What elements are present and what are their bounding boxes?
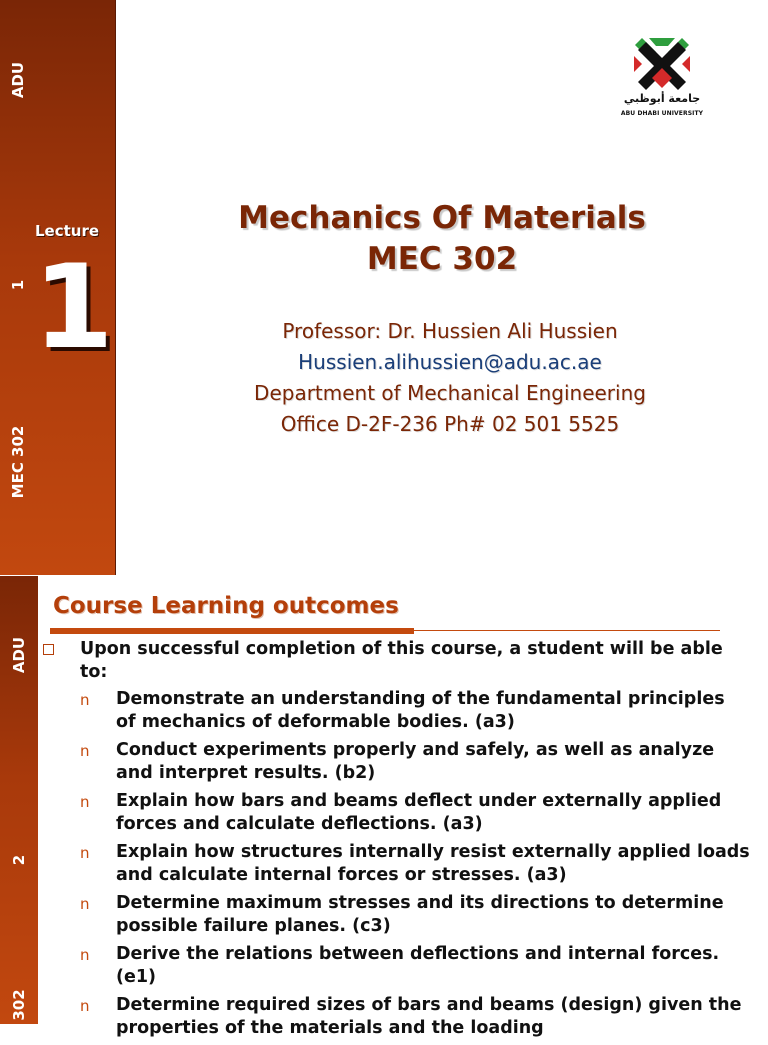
sidebar-slide-number: 2 bbox=[10, 854, 28, 866]
list-item bbox=[80, 892, 750, 938]
title-underline bbox=[50, 628, 414, 634]
professor-email[interactable]: Hussien.alihussien@adu.ac.ae bbox=[298, 350, 602, 374]
list-item-text: Determine required sizes of bars and beams (design) given the properties of the materials and the loading bbox=[116, 995, 742, 1038]
outcomes-list bbox=[80, 688, 750, 1045]
bullet-icon: n bbox=[80, 844, 90, 862]
professor-name: Professor: Dr. Hussien Ali Hussien bbox=[282, 319, 618, 343]
department-name: Department of Mechanical Engineering bbox=[254, 381, 646, 405]
list-item bbox=[80, 994, 750, 1040]
bullet-icon: n bbox=[80, 742, 90, 760]
course-code-title: MEC 302 bbox=[366, 241, 518, 277]
bullet-icon: n bbox=[80, 691, 90, 709]
sidebar-course-code: 302 bbox=[10, 989, 28, 1021]
title-underline-thin bbox=[414, 630, 720, 631]
list-item bbox=[80, 739, 750, 785]
logo-english-text: ABU DHABI UNIVERSITY bbox=[620, 110, 704, 117]
checkbox-bullet-icon bbox=[43, 644, 54, 655]
lecture-number: 1 bbox=[33, 240, 114, 375]
bullet-icon: n bbox=[80, 997, 90, 1015]
slide-title: Course Learning outcomes bbox=[53, 593, 399, 619]
office-info: Office D-2F-236 Ph# 02 501 5525 bbox=[280, 412, 620, 436]
sidebar-adu-text: ADU bbox=[9, 61, 27, 99]
list-item-text: Derive the relations between deflections and internal forces. (e1) bbox=[116, 944, 720, 987]
list-item-text: Explain how structures internally resist externally applied loads and calculate internal forces or stresses. (a3) bbox=[116, 842, 750, 885]
university-logo bbox=[612, 34, 712, 124]
bullet-icon: n bbox=[80, 793, 90, 811]
list-item-text: Conduct experiments properly and safely, as well as analyze and interpret results. (b2) bbox=[116, 740, 715, 783]
list-item bbox=[80, 841, 750, 887]
list-item bbox=[80, 790, 750, 836]
sidebar-slide-number: 1 bbox=[9, 279, 27, 291]
lecture-label: Lecture bbox=[35, 222, 100, 240]
list-item-text: Determine maximum stresses and its directions to determine possible failure planes. (c3) bbox=[116, 893, 724, 936]
intro-text: Upon successful completion of this course, a student will be able to: bbox=[80, 639, 723, 682]
bullet-icon: n bbox=[80, 895, 90, 913]
logo-mark-icon bbox=[612, 34, 712, 94]
bullet-icon: n bbox=[80, 946, 90, 964]
logo-arabic-text: جامعة أبوظبي bbox=[623, 92, 701, 105]
course-title: Mechanics Of Materials bbox=[238, 200, 646, 236]
sidebar-course-code: MEC 302 bbox=[9, 425, 27, 499]
sidebar-adu-text: ADU bbox=[10, 636, 28, 674]
list-item bbox=[80, 688, 750, 734]
list-item-text: Explain how bars and beams deflect under externally applied forces and calculate deflections. (a3) bbox=[116, 791, 722, 834]
list-item bbox=[80, 943, 750, 989]
outcomes-slide bbox=[0, 576, 768, 1038]
sidebar bbox=[0, 576, 38, 1024]
list-item-text: Demonstrate an understanding of the fundamental principles of mechanics of deformable bodies. (a3) bbox=[116, 689, 725, 732]
sidebar bbox=[0, 0, 116, 575]
